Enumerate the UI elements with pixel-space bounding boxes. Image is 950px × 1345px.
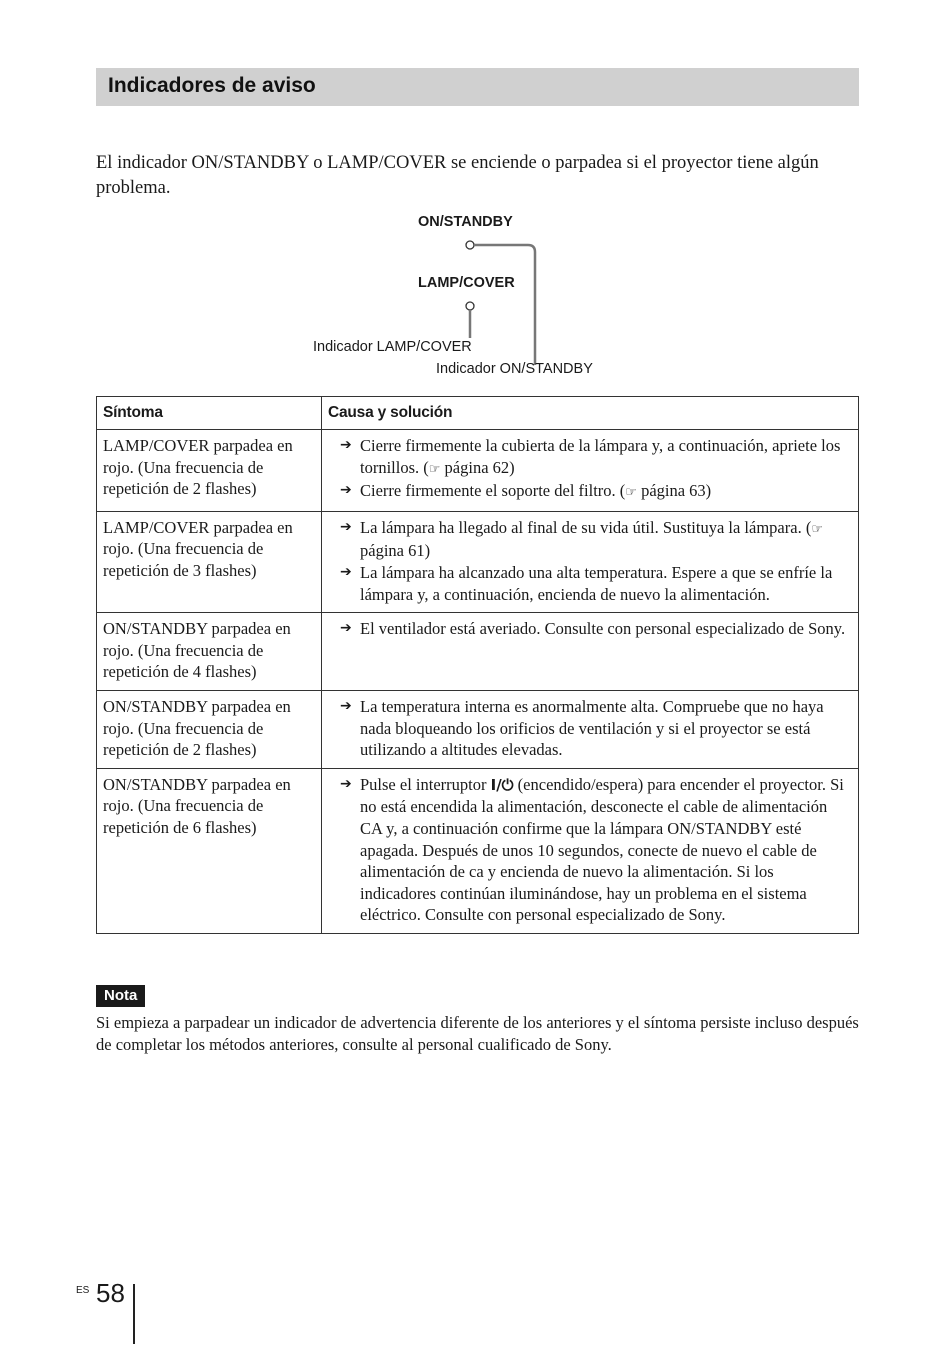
arrow-right-icon: ➔ xyxy=(340,775,352,792)
note-badge: Nota xyxy=(96,985,145,1007)
on-standby-top-label: ON/STANDBY xyxy=(418,214,513,230)
symptom-cell: LAMP/COVER parpadea en rojo. (Una frecuencia de repetición de 2 flashes) xyxy=(97,430,322,512)
arrow-right-icon: ➔ xyxy=(340,482,352,499)
lamp-cover-callout: Indicador LAMP/COVER xyxy=(313,339,472,355)
cause-cell xyxy=(322,690,859,768)
header-symptom: Síntoma xyxy=(97,397,322,430)
cause-item xyxy=(340,774,850,926)
on-standby-leader-line xyxy=(474,245,535,365)
table-row xyxy=(97,511,859,612)
on-standby-led-icon xyxy=(466,241,474,249)
cause-text: Cierre firmemente la cubierta de la lámpara y, a continuación, apriete los tornillos. ( xyxy=(360,436,841,477)
section-header xyxy=(96,68,859,106)
cause-cell xyxy=(322,430,859,512)
arrow-right-icon: ➔ xyxy=(340,518,352,535)
symptom-cell: ON/STANDBY parpadea en rojo. (Una frecuencia de repetición de 2 flashes) xyxy=(97,690,322,768)
cause-page: página 63) xyxy=(636,481,712,501)
arrow-right-icon: ➔ xyxy=(340,697,352,714)
cause-text: Pulse el interruptor xyxy=(360,774,491,794)
cause-text: La lámpara ha llegado al final de su vida útil. Sustituya la lámpara. ( xyxy=(360,517,812,537)
indicator-diagram xyxy=(300,205,660,390)
page-language: ES xyxy=(76,1285,90,1296)
table-header-row xyxy=(97,397,859,430)
cause-text: La lámpara ha alcanzado una alta temperatura. Espere a que se enfríe la lámpara y, a continuación, encienda de nuevo la alimentación. xyxy=(360,562,833,604)
section-title: Indicadores de aviso xyxy=(108,74,316,97)
page-number-rule xyxy=(133,1284,135,1344)
cause-page: página 61) xyxy=(360,541,431,561)
cause-item xyxy=(340,562,850,605)
symptom-cell: ON/STANDBY parpadea en rojo. (Una frecuencia de repetición de 4 flashes) xyxy=(97,613,322,691)
header-cause: Causa y solución xyxy=(322,397,859,430)
cause-text: La temperatura interna es anormalmente alta. Compruebe que no haya nada bloqueando los orificios de ventilación y si el proyector se está utilizando a altitudes elevadas. xyxy=(360,696,824,760)
intro-paragraph: El indicador ON/STANDBY o LAMP/COVER se enciende o parpadea si el proyector tiene algún problema. xyxy=(96,153,819,198)
lamp-cover-top-label: LAMP/COVER xyxy=(418,275,515,291)
cause-item xyxy=(340,696,850,761)
page-reference-icon: ☞ xyxy=(428,461,441,477)
on-standby-callout: Indicador ON/STANDBY xyxy=(436,361,593,377)
table-row xyxy=(97,768,859,933)
cause-cell xyxy=(322,511,859,612)
cause-cell xyxy=(322,613,859,691)
power-switch-icon: I/⏻ xyxy=(490,775,514,794)
page-reference-icon: ☞ xyxy=(625,485,637,501)
arrow-right-icon: ➔ xyxy=(340,563,352,580)
cause-page: página 62) xyxy=(440,457,515,477)
page-reference-icon: ☞ xyxy=(811,521,823,537)
troubleshooting-table xyxy=(96,396,859,934)
cause-text: El ventilador está averiado. Consulte con personal especializado de Sony. xyxy=(360,619,846,639)
cause-item xyxy=(340,517,850,562)
cause-item xyxy=(340,480,850,504)
arrow-right-icon: ➔ xyxy=(340,437,352,453)
table-row xyxy=(97,690,859,768)
cause-page: (encendido/espera) para encender el proyector. Si no está encendida la alimentación, desconecte el cable de alimentación CA y, a continuación confirme que la lámpara ON/STANDBY esté apagada. Después de unos 10 segundos, conecte de nuevo el cable de alimentación de ca y encienda de nuevo la alimentación. Si los indicadores continúan iluminándose, hay un problema en el sistema eléctrico. Consulte con personal especializado de Sony. xyxy=(360,774,844,925)
note-text: Si empieza a parpadear un indicador de advertencia diferente de los anteriores y el síntoma persiste incluso después de completar los métodos anteriores, consulte al personal cualificado de Sony. xyxy=(96,1013,859,1054)
page-number: 58 xyxy=(96,1278,125,1308)
symptom-cell: LAMP/COVER parpadea en rojo. (Una frecuencia de repetición de 3 flashes) xyxy=(97,511,322,612)
lamp-cover-led-icon xyxy=(466,302,474,310)
cause-item xyxy=(340,435,850,480)
symptom-cell: ON/STANDBY parpadea en rojo. (Una frecuencia de repetición de 6 flashes) xyxy=(97,768,322,933)
cause-cell xyxy=(322,768,859,933)
arrow-right-icon: ➔ xyxy=(340,620,352,637)
table-row xyxy=(97,613,859,691)
table-row xyxy=(97,430,859,512)
cause-text: Cierre firmemente el soporte del filtro. ( xyxy=(360,481,626,501)
cause-item xyxy=(340,618,850,640)
